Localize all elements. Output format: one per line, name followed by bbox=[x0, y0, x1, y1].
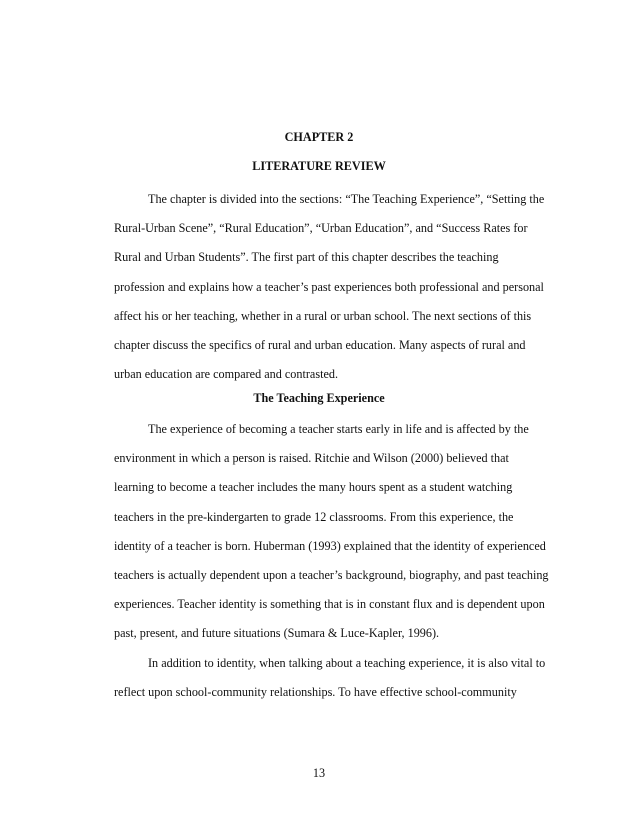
paragraph-line: reflect upon school-community relationships. To have effective school-community bbox=[114, 685, 517, 700]
paragraph-line: experiences. Teacher identity is something that is in constant flux and is dependent upon bbox=[114, 597, 545, 612]
intro-paragraph bbox=[114, 185, 584, 389]
paragraph-line: The experience of becoming a teacher starts early in life and is affected by the bbox=[148, 422, 529, 436]
paragraph-line: past, present, and future situations (Sumara & Luce-Kapler, 1996). bbox=[114, 626, 440, 641]
paragraph-line: affect his or her teaching, whether in a rural or urban school. The next sections of this bbox=[114, 308, 532, 323]
paragraph-line: chapter discuss the specifics of rural and urban education. Many aspects of rural and bbox=[114, 338, 526, 353]
paragraph-line: The chapter is divided into the sections: “The Teaching Experience”, “Setting the bbox=[148, 192, 545, 206]
paragraph-line: urban education are compared and contrasted. bbox=[114, 367, 339, 382]
paragraph-line: identity of a teacher is born. Huberman (1993) explained that the identity of experienced bbox=[114, 538, 546, 553]
paragraph-line: Rural and Urban Students”. The first part of this chapter describes the teaching bbox=[114, 250, 499, 265]
paragraph-line: profession and explains how a teacher’s past experiences both professional and personal bbox=[114, 279, 544, 294]
section-paragraph-1 bbox=[114, 415, 584, 649]
paragraph-line: teachers in the pre-kindergarten to grade 12 classrooms. From this experience, the bbox=[114, 509, 514, 524]
paragraph-line: environment in which a person is raised. Ritchie and Wilson (2000) believed that bbox=[114, 451, 509, 466]
paragraph-line: In addition to identity, when talking about a teaching experience, it is also vital to bbox=[148, 656, 546, 670]
paragraph-line: Rural-Urban Scene”, “Rural Education”, “Urban Education”, and “Success Rates for bbox=[114, 221, 528, 236]
section-heading: The Teaching Experience bbox=[253, 391, 385, 405]
chapter-title: LITERATURE REVIEW bbox=[252, 159, 386, 173]
chapter-heading: CHAPTER 2 bbox=[284, 130, 354, 144]
paragraph-line: teachers is actually dependent upon a teacher’s background, biography, and past teaching bbox=[114, 568, 549, 583]
section-paragraph-2 bbox=[114, 649, 584, 707]
page-number: 13 bbox=[312, 766, 326, 780]
paragraph-line: learning to become a teacher includes the many hours spent as a student watching bbox=[114, 480, 513, 495]
